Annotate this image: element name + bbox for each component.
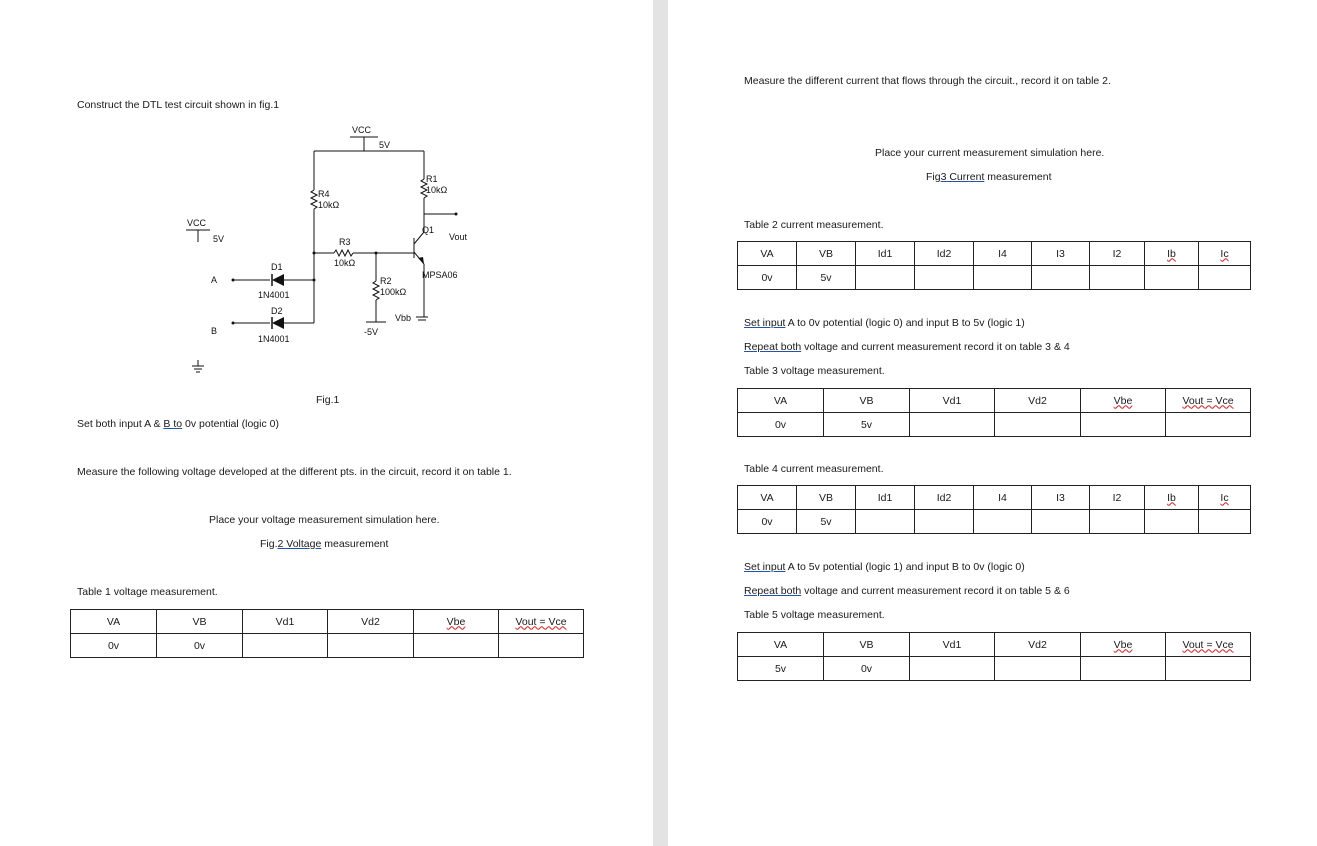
vcc-left-label: VCC	[187, 218, 207, 228]
table3-data-row	[738, 413, 1251, 437]
table1-cell[interactable]	[243, 634, 328, 658]
table4-data-row	[738, 510, 1251, 534]
table4-header-row	[738, 486, 1251, 510]
table4-cell[interactable]	[1090, 510, 1145, 534]
table2-header-cell: Id2	[915, 242, 974, 266]
vout-label: Vout	[449, 232, 468, 242]
repeat-table3-4-instruction: Repeat both voltage and current measurement record it on table 3 & 4	[744, 341, 1070, 353]
q1-part-label: MPSA06	[422, 270, 458, 280]
table5-cell[interactable]	[995, 657, 1081, 681]
table4-cell[interactable]: 5v	[797, 510, 856, 534]
table2-cell[interactable]	[1199, 266, 1251, 290]
table2-header-cell: I2	[1090, 242, 1145, 266]
table5-header-row	[738, 633, 1251, 657]
r4-value: 10kΩ	[318, 200, 340, 210]
table3-title: Table 3 voltage measurement.	[744, 365, 885, 377]
table5-cell[interactable]	[1166, 657, 1251, 681]
table2-cell[interactable]	[1090, 266, 1145, 290]
voltage-simulation-placeholder: Place your voltage measurement simulation here.	[209, 514, 440, 526]
fig3-caption: Fig3 Current measurement	[926, 171, 1052, 183]
table2-cell[interactable]	[856, 266, 915, 290]
set-input-a-logic0-instruction: Set input A to 0v potential (logic 0) and input B to 5v (logic 1)	[744, 317, 1025, 329]
table4-cell[interactable]	[915, 510, 974, 534]
table5-cell[interactable]	[1081, 657, 1166, 681]
table2-cell[interactable]	[974, 266, 1032, 290]
table4-current	[737, 485, 1251, 534]
table2-current	[737, 241, 1251, 290]
dtl-circuit-diagram	[0, 0, 653, 420]
table2-cell[interactable]	[915, 266, 974, 290]
table3-voltage	[737, 388, 1251, 437]
table1-cell[interactable]	[414, 634, 499, 658]
r3-label: R3	[339, 237, 351, 247]
page-2	[668, 0, 1317, 846]
table4-cell[interactable]: 0v	[738, 510, 797, 534]
table4-header-cell: Id1	[856, 486, 915, 510]
table2-header-row	[738, 242, 1251, 266]
d1-label: D1	[271, 262, 283, 272]
table3-cell[interactable]	[1081, 413, 1166, 437]
table4-header-cell: I2	[1090, 486, 1145, 510]
r4-label: R4	[318, 189, 330, 199]
table4-header-cell: Ic	[1199, 486, 1251, 510]
table2-cell[interactable]: 0v	[738, 266, 797, 290]
table1-header-cell: Vout = Vce	[499, 610, 584, 634]
table2-header-cell: VB	[797, 242, 856, 266]
measure-voltage-instruction: Measure the following voltage developed at the different pts. in the circuit, record it on table 1.	[77, 466, 512, 478]
table5-cell[interactable]	[910, 657, 995, 681]
table5-title: Table 5 voltage measurement.	[744, 609, 885, 621]
q1-label: Q1	[422, 225, 435, 235]
table5-header-cell: VA	[738, 633, 824, 657]
input-a-label: A	[211, 275, 218, 285]
table1-voltage	[70, 609, 584, 658]
page-1	[0, 0, 653, 846]
neg5v-label: -5V	[364, 327, 379, 337]
table4-cell[interactable]	[1032, 510, 1090, 534]
table2-cell[interactable]	[1145, 266, 1199, 290]
table3-header-row	[738, 389, 1251, 413]
set-input-a-logic1-instruction: Set input A to 5v potential (logic 1) and input B to 0v (logic 0)	[744, 561, 1025, 573]
table4-title: Table 4 current measurement.	[744, 463, 884, 475]
fig2-caption: Fig.2 Voltage measurement	[260, 538, 389, 550]
table3-header-cell: VB	[824, 389, 910, 413]
table5-header-cell: VB	[824, 633, 910, 657]
table2-header-cell: Ib	[1145, 242, 1199, 266]
table5-voltage	[737, 632, 1251, 681]
table3-header-cell: Vd1	[910, 389, 995, 413]
table5-data-row	[738, 657, 1251, 681]
table3-header-cell: Vout = Vce	[1166, 389, 1251, 413]
table3-cell[interactable]: 5v	[824, 413, 910, 437]
table3-cell[interactable]	[1166, 413, 1251, 437]
table5-cell[interactable]: 5v	[738, 657, 824, 681]
table1-cell[interactable]	[328, 634, 414, 658]
table5-header-cell: Vd1	[910, 633, 995, 657]
table2-data-row	[738, 266, 1251, 290]
table5-header-cell: Vd2	[995, 633, 1081, 657]
current-simulation-placeholder: Place your current measurement simulation here.	[875, 147, 1105, 159]
measure-current-instruction: Measure the different current that flows through the circuit., record it on table 2.	[744, 75, 1111, 87]
r1-value: 10kΩ	[426, 185, 448, 195]
table4-header-cell: Ib	[1145, 486, 1199, 510]
table3-cell[interactable]: 0v	[738, 413, 824, 437]
input-b-label: B	[211, 326, 218, 336]
v5-top-label: 5V	[379, 140, 391, 150]
table3-header-cell: Vd2	[995, 389, 1081, 413]
repeat-table5-6-instruction: Repeat both voltage and current measurement record it on table 5 & 6	[744, 585, 1070, 597]
table1-header-row	[71, 610, 584, 634]
table2-header-cell: Ic	[1199, 242, 1251, 266]
r2-label: R2	[380, 276, 392, 286]
table2-cell[interactable]: 5v	[797, 266, 856, 290]
table3-cell[interactable]	[995, 413, 1081, 437]
vbb-label: Vbb	[395, 313, 412, 323]
table2-header-cell: VA	[738, 242, 797, 266]
table2-header-cell: Id1	[856, 242, 915, 266]
table1-header-cell: Vbe	[414, 610, 499, 634]
table1-title: Table 1 voltage measurement.	[77, 586, 218, 598]
d2-label: D2	[271, 306, 283, 316]
table1-cell[interactable]: 0v	[157, 634, 243, 658]
table1-header-cell: Vd1	[243, 610, 328, 634]
table2-cell[interactable]	[1032, 266, 1090, 290]
table1-cell[interactable]: 0v	[71, 634, 157, 658]
table4-header-cell: I4	[974, 486, 1032, 510]
table3-cell[interactable]	[910, 413, 995, 437]
table1-header-cell: VB	[157, 610, 243, 634]
table1-data-row	[71, 634, 584, 658]
table2-header-cell: I4	[974, 242, 1032, 266]
table1-header-cell: Vd2	[328, 610, 414, 634]
r2-value: 100kΩ	[380, 287, 407, 297]
table5-header-cell: Vout = Vce	[1166, 633, 1251, 657]
table4-header-cell: Id2	[915, 486, 974, 510]
vcc-top-label: VCC	[352, 125, 372, 135]
table1-header-cell: VA	[71, 610, 157, 634]
fig1-caption: Fig.1	[316, 394, 340, 406]
r3-value: 10kΩ	[334, 258, 356, 268]
table4-header-cell: VA	[738, 486, 797, 510]
table4-cell[interactable]	[1199, 510, 1251, 534]
table4-cell[interactable]	[1145, 510, 1199, 534]
table4-header-cell: I3	[1032, 486, 1090, 510]
table2-title: Table 2 current measurement.	[744, 219, 884, 231]
table4-header-cell: VB	[797, 486, 856, 510]
table3-header-cell: VA	[738, 389, 824, 413]
table2-header-cell: I3	[1032, 242, 1090, 266]
table4-cell[interactable]	[974, 510, 1032, 534]
table4-cell[interactable]	[856, 510, 915, 534]
v5-left-label: 5V	[213, 234, 225, 244]
table5-header-cell: Vbe	[1081, 633, 1166, 657]
table3-header-cell: Vbe	[1081, 389, 1166, 413]
d2-part-label: 1N4001	[258, 334, 290, 344]
d1-part-label: 1N4001	[258, 290, 290, 300]
r1-label: R1	[426, 174, 438, 184]
table5-cell[interactable]: 0v	[824, 657, 910, 681]
set-inputs-instruction: Set both input A & B to 0v potential (logic 0)	[77, 418, 279, 430]
construct-instruction: Construct the DTL test circuit shown in fig.1	[77, 99, 280, 111]
table1-cell[interactable]	[499, 634, 584, 658]
